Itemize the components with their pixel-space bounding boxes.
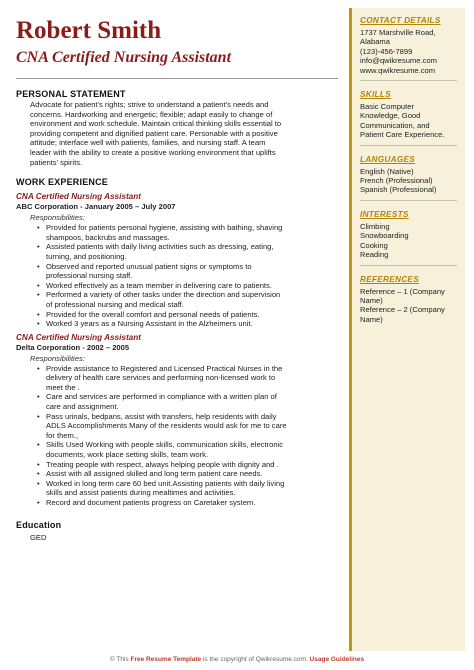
- list-item: • Care and services are performed in compliance with a written plan of care and assignment.: [46, 392, 338, 411]
- list-item: • Assisted patients with daily living activities such as dressing, eating, turning, and positioning.: [46, 242, 338, 261]
- skills-line: Knowledge, Good: [360, 111, 421, 121]
- list-item: • Observed and reported unusual patient signs or symptoms to professional nursing staff.: [46, 262, 338, 281]
- statement-line: concerns. Hardworking and energetic; flexible; adapt easily to change of: [30, 109, 273, 119]
- skills-line: Patient Care Experience.: [360, 130, 445, 140]
- list-item: • Provide assistance to Registered and Licensed Practical Nurses in the delivery of health care services and performing non-licensed work to meet the .: [46, 364, 338, 393]
- personal-statement-text: [30, 100, 338, 167]
- contact-email[interactable]: info@qwikresume.com: [360, 56, 437, 66]
- interests-section: [360, 210, 465, 266]
- resume-main-column: [16, 16, 338, 542]
- footer-copyright: [0, 656, 474, 663]
- interest-item: Cooking: [360, 240, 388, 250]
- interest-item: Snowboarding: [360, 231, 409, 241]
- list-item: • Worked effectively as a team member in delivering care to patients.: [46, 281, 338, 291]
- statement-line: leader with the ability to create a positive working environment that uplifts: [30, 147, 276, 157]
- interests-heading: INTERESTS: [360, 209, 409, 219]
- responsibilities-list: [16, 364, 338, 508]
- work-experience-section: [16, 177, 338, 507]
- languages-heading: LANGUAGES: [360, 154, 416, 164]
- contact-website[interactable]: www.qwikresume.com: [360, 65, 436, 75]
- skills-line: Communication, and: [360, 120, 430, 130]
- contact-section: [360, 8, 465, 81]
- education-section: [16, 520, 338, 543]
- education-value: GED: [30, 532, 47, 542]
- job-company-dates: Delta Corporation - 2002 – 2005: [16, 342, 130, 352]
- list-item: • Worked in long term care 60 bed unit.Assisting patients with daily living skills and assist patients during mealtimes and activities.: [46, 479, 338, 498]
- usage-guidelines-link[interactable]: Usage Guidelines: [309, 656, 365, 663]
- candidate-title: CNA Certified Nursing Assistant: [16, 49, 232, 66]
- sidebar-divider: [360, 265, 457, 266]
- responsibilities-list: [16, 223, 338, 329]
- language-item: French (Professional): [360, 176, 433, 186]
- statement-line: patients' spirits.: [30, 157, 83, 167]
- reference-item: Reference – 2 (Company: [360, 305, 445, 315]
- job-entry: [16, 192, 338, 329]
- skills-heading: SKILLS: [360, 90, 391, 100]
- statement-line: Advocate for patient's rights; strive to understand a patient's needs and: [30, 100, 269, 109]
- languages-section: [360, 155, 465, 201]
- list-item: • Worked 3 years as a Nursing Assistant in the Alzheimers unit.: [46, 319, 338, 329]
- sidebar-divider: [360, 80, 457, 81]
- language-item: English (Native): [360, 166, 414, 176]
- contact-address: 1737 Marshville Road,: [360, 28, 436, 37]
- responsibilities-label: Responsibilities:: [30, 353, 85, 363]
- list-item: • Provided for patients personal hygiene, assisting with bathing, shaving shampoos, backrubs and massages.: [46, 223, 338, 242]
- contact-phone: (123)-456-7899: [360, 46, 413, 56]
- interest-item: Reading: [360, 250, 389, 260]
- list-item: • Skills Used Working with people skills, communication skills, electronic documents, work place setting skills, team work.: [46, 440, 338, 459]
- job-entry: [16, 333, 338, 508]
- footer-text: is the copyright of Qwikresume.com.: [201, 656, 310, 663]
- references-section: [360, 275, 465, 325]
- statement-line: providing competent and dignified patient care. Personable with a positive: [30, 128, 278, 138]
- list-item: • Record and document patients progress on Caretaker system.: [46, 498, 338, 508]
- education-heading: Education: [16, 519, 62, 530]
- list-item: • Treating people with respect, always helping people with dignity and .: [46, 460, 338, 470]
- footer-text: © This: [109, 656, 131, 663]
- work-experience-heading: WORK EXPERIENCE: [16, 177, 109, 188]
- reference-item: Reference – 1 (Company: [360, 286, 445, 296]
- sidebar-divider: [360, 200, 457, 201]
- skills-section: [360, 90, 465, 146]
- statement-line: environment and work schedule. Maintain critical thinking skills essential to: [30, 119, 282, 129]
- language-item: Spanish (Professional): [360, 185, 437, 195]
- statement-line: attitude; interface well with patients, families, and nursing staff. A team: [30, 138, 266, 148]
- contact-heading: CONTACT DETAILS: [360, 16, 441, 25]
- list-item: • Performed a variety of other tasks under the direction and supervision of professional nursing and medical staff.: [46, 290, 338, 309]
- reference-item: Name): [360, 314, 383, 324]
- header-divider: [16, 78, 338, 79]
- list-item: • Provided for the overall comfort and personal needs of patients.: [46, 310, 338, 320]
- references-heading: REFERENCES: [360, 274, 419, 284]
- free-resume-template-link[interactable]: Free Resume Template: [130, 656, 202, 663]
- personal-statement-section: [16, 89, 338, 167]
- job-company-dates: ABC Corporation - January 2005 – July 2007: [16, 202, 176, 212]
- reference-item: Name): [360, 295, 383, 305]
- list-item: • Pass urinals, bedpans, assist with transfers, help residents with daily ADLS Accomplishments Many of the residents would ask for me to care for them.,: [46, 412, 338, 441]
- responsibilities-label: Responsibilities:: [30, 213, 85, 223]
- job-title: CNA Certified Nursing Assistant: [16, 332, 141, 342]
- job-title: CNA Certified Nursing Assistant: [16, 192, 141, 202]
- personal-statement-heading: PERSONAL STATEMENT: [16, 89, 126, 99]
- candidate-name: Robert Smith: [16, 17, 162, 44]
- sidebar-divider: [360, 145, 457, 146]
- sidebar: [349, 8, 465, 651]
- list-item: • Assist with all assigned skilled and long term patient care needs.: [46, 469, 338, 479]
- interest-item: Climbing: [360, 221, 390, 231]
- contact-state: Alabama: [360, 37, 390, 47]
- skills-line: Basic Computer: [360, 102, 415, 112]
